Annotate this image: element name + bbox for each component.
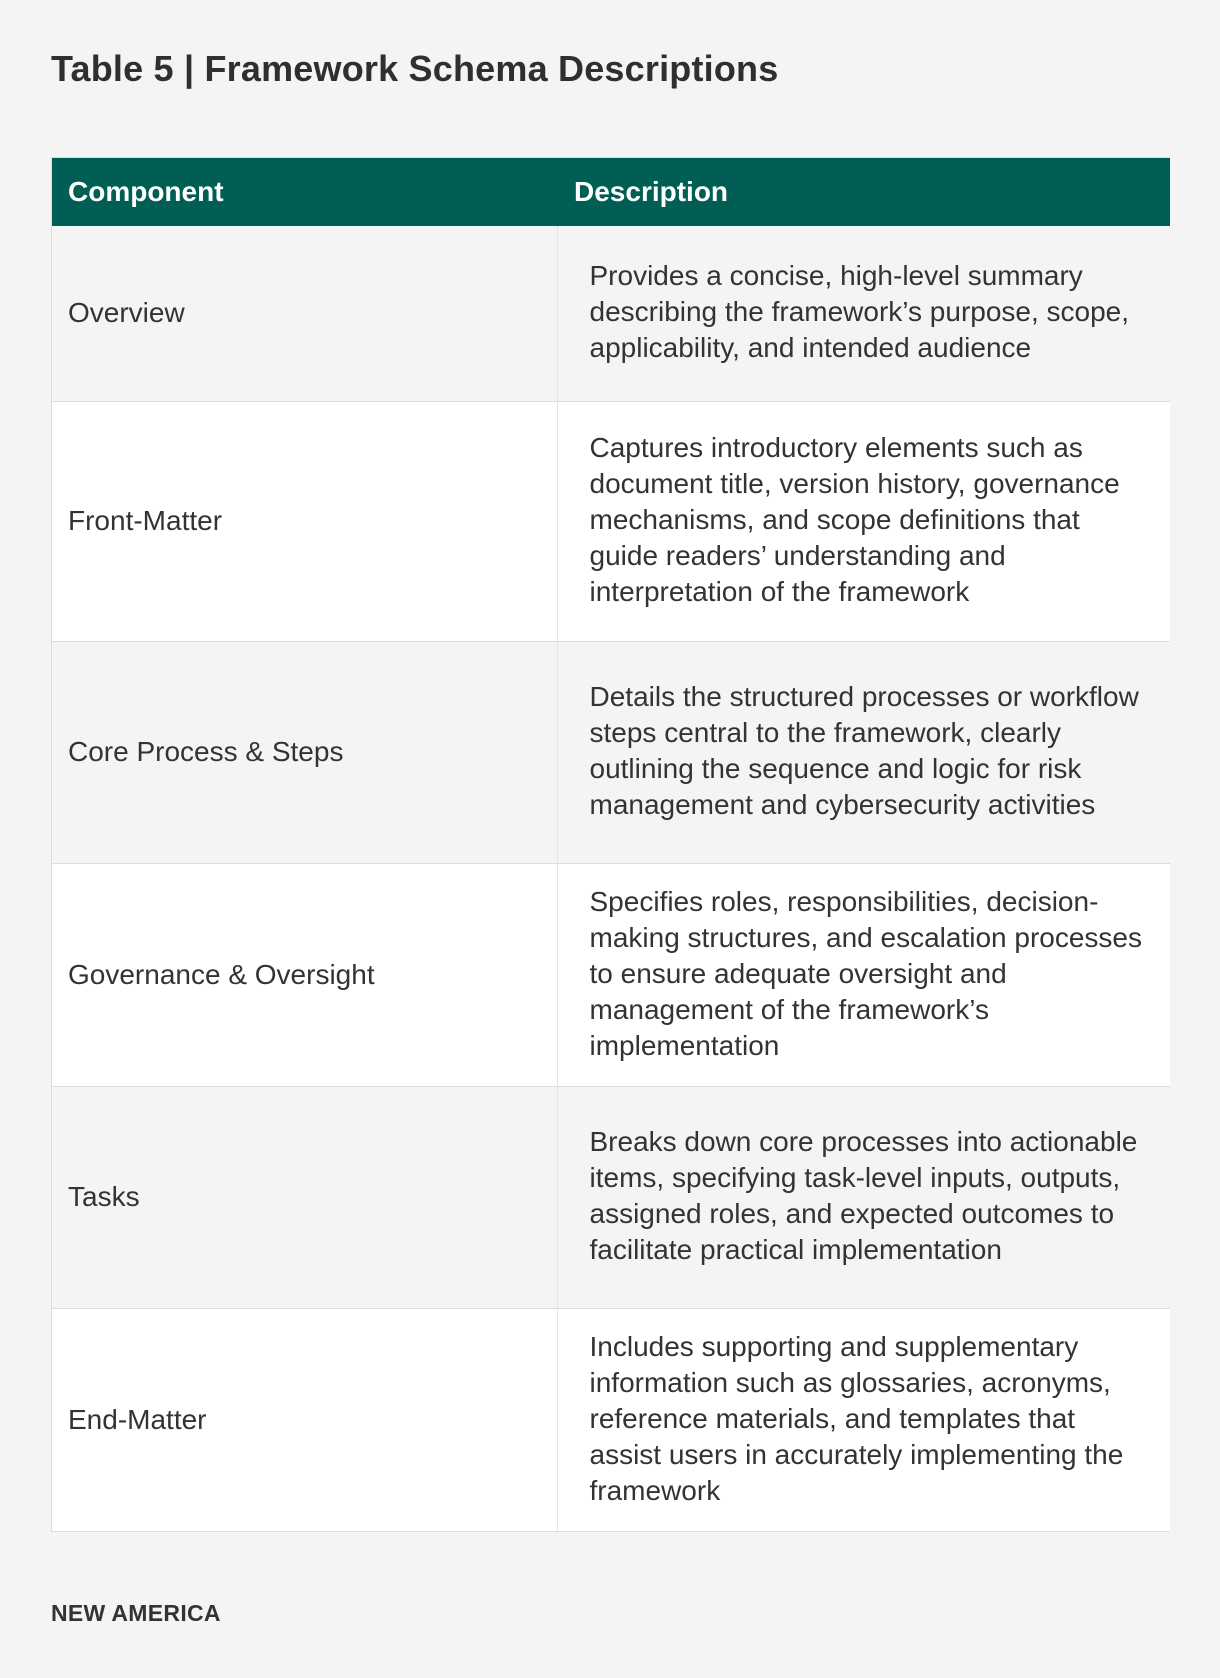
table-row bbox=[52, 401, 1170, 641]
component-cell: Overview bbox=[52, 226, 557, 401]
table-row bbox=[52, 1308, 1170, 1531]
column-header-description: Description bbox=[557, 158, 1170, 226]
component-cell: Front-Matter bbox=[52, 401, 557, 641]
footer-brand: NEW AMERICA bbox=[51, 1600, 221, 1626]
table-row bbox=[52, 226, 1170, 401]
description-cell: Specifies roles, responsibilities, decision-making structures, and escalation processes to ensure adequate oversight and management of the framework’s implementation bbox=[557, 863, 1170, 1086]
description-cell: Provides a concise, high-level summary describing the framework’s purpose, scope, applicability, and intended audience bbox=[557, 226, 1170, 401]
component-cell: Core Process & Steps bbox=[52, 641, 557, 863]
schema-table bbox=[51, 157, 1169, 1532]
component-cell: End-Matter bbox=[52, 1308, 557, 1531]
description-cell: Captures introductory elements such as document title, version history, governance mechanisms, and scope definitions that guide readers’ understanding and interpretation of the framework bbox=[557, 401, 1170, 641]
component-cell: Tasks bbox=[52, 1086, 557, 1308]
table-row bbox=[52, 641, 1170, 863]
table-row bbox=[52, 1086, 1170, 1308]
description-cell: Breaks down core processes into actionable items, specifying task-level inputs, outputs, assigned roles, and expected outcomes to facilitate practical implementation bbox=[557, 1086, 1170, 1308]
component-cell: Governance & Oversight bbox=[52, 863, 557, 1086]
description-cell: Includes supporting and supplementary information such as glossaries, acronyms, reference materials, and templates that assist users in accurately implementing the framework bbox=[557, 1308, 1170, 1531]
table-row bbox=[52, 863, 1170, 1086]
description-cell: Details the structured processes or workflow steps central to the framework, clearly outlining the sequence and logic for risk management and cybersecurity activities bbox=[557, 641, 1170, 863]
header-row bbox=[52, 158, 1170, 226]
table-body bbox=[52, 226, 1170, 1531]
table-title: Table 5 | Framework Schema Descriptions bbox=[51, 48, 779, 89]
column-header-component: Component bbox=[52, 158, 557, 226]
table-header bbox=[52, 158, 1170, 226]
